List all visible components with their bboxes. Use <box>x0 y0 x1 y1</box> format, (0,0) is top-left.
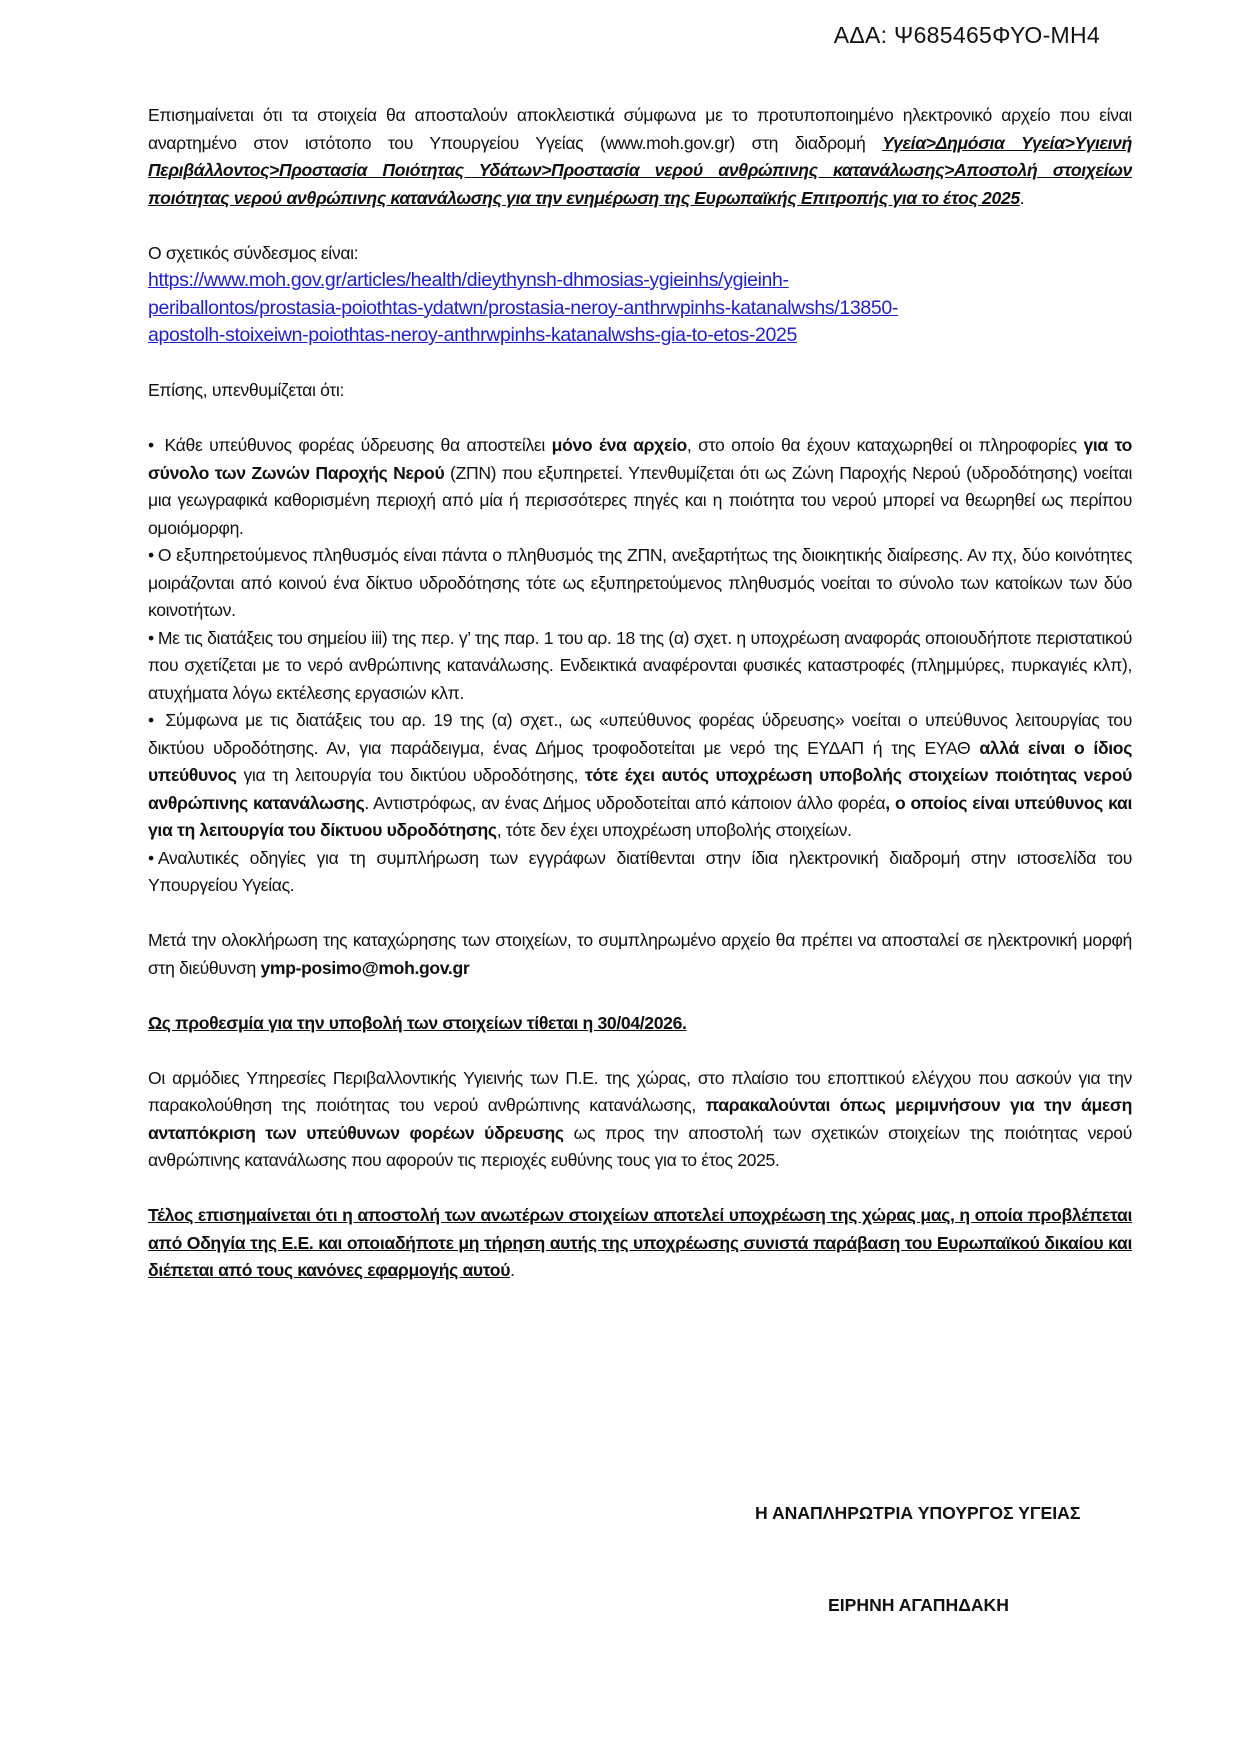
bullet-text: , στο οποίο θα έχουν καταχωρηθεί οι πληροφορίες <box>686 435 1084 455</box>
document-body <box>148 102 1132 1285</box>
bullet-bold: τότε έχει αυτός υποχρέωση υποβολής στοιχείων ποιότητας νερού ανθρώπινης κατανάλωσης <box>148 765 1132 813</box>
closing-paragraph <box>148 1202 1132 1285</box>
website-path: Υγεία>Δημόσια Υγεία>Υγιεινή Περιβάλλοντος>Προστασία Ποιότητας Υδάτων>Προστασία νερού ανθρώπινης κατανάλωσης>Αποστολή στοιχείων ποιότητας νερού ανθρώπινης κατανάλωσης για την ενημέρωση της Ευρωπαϊκής Επιτροπής για το έτος 2025 <box>148 132 1132 208</box>
signature-title: Η ΑΝΑΠΛΗΡΩΤΡΙΑ ΥΠΟΥΡΓΟΣ ΥΓΕΙΑΣ <box>755 1503 1081 1523</box>
bullet-bold: μόνο ένα αρχείο <box>551 435 687 455</box>
bullet-text: . Αντιστρόφως, αν ένας Δήμος υδροδοτείται από κάποιον άλλο φορέα <box>364 792 886 813</box>
bullet-item-5 <box>148 845 1132 900</box>
moh-link-line-2[interactable]: periballontos/prostasia-poiothtas-ydatwn/prostasia-neroy-anthrwpinhs-katanalwshs/13850- <box>148 296 898 319</box>
link-label: Ο σχετικός σύνδεσμος είναι: <box>148 242 359 263</box>
submission-paragraph <box>148 927 1132 982</box>
closing-end: . <box>510 1260 515 1280</box>
bullet-item-2 <box>148 542 1132 625</box>
bullet-bold: , ο οποίος είναι υπεύθυνος και για τη λειτουργία του δίκτυου υδροδότησης <box>148 792 1133 840</box>
paragraph-intro <box>148 102 1132 212</box>
bullet-item-1 <box>148 432 1132 542</box>
bullet-text: (ΖΠΝ) που εξυπηρετεί. Υπενθυμίζεται ότι ως Ζώνη Παροχής Νερού (υδροδότησης) νοείται μια γεωγραφικά καθορισμένη περιοχή από μία ή περισσότερες πηγές και η ποιότητα του νερού μπορεί να θεωρηθεί ως περίπου ομοιόμορφη. <box>148 462 1132 538</box>
services-paragraph <box>148 1065 1132 1175</box>
moh-link-line-1[interactable]: https://www.moh.gov.gr/articles/health/dieythynsh-dhmosias-ygieinhs/ygieinh- <box>148 269 789 291</box>
deadline: Ως προθεσμία για την υποβολή των στοιχείων τίθεται η 30/04/2026. <box>148 1012 687 1033</box>
ada-code: ΑΔΑ: Ψ685465ΦΥΟ-ΜΗ4 <box>833 22 1100 48</box>
bullet-text: Ο εξυπηρετούμενος πληθυσμός είναι πάντα ο πληθυσμός της ΖΠΝ, ανεξαρτήτως της διοικητικής διαίρεσης. Αν πχ, δύο κοινότητες μοιράζονται από κοινού ένα δίκτυο υδροδότησης τότε ως εξυπηρετούμενος πληθυσμός νοείται το σύνολο των κατοίκων των δύο κοινοτήτων. <box>148 545 1132 620</box>
bullet-text: Σύμφωνα με τις διατάξεις του αρ. 19 της (α) σχετ., ως «υπεύθυνος φορέας ύδρευσης» νοείται ο υπεύθυνος λειτουργίας του δικτύου υδροδότησης. Αν, για παράδειγμα, ένας Δήμος τροφοδοτείται με νερό της ΕΥΔΑΠ ή της ΕΥΑΘ <box>148 710 1132 758</box>
bullet-text: Αναλυτικές οδηγίες για τη συμπλήρωση των εγγράφων διατίθενται στην ίδια ηλεκτρονική διαδρομή στην ιστοσελίδα του Υπουργείου Υγείας. <box>148 847 1132 895</box>
services-bold: παρακαλούνται όπως μεριμνήσουν για την άμεση ανταπόκριση των υπεύθυνων φορέων ύδρευσης <box>148 1095 1133 1143</box>
submission-email[interactable]: ymp-posimo@moh.gov.gr <box>260 957 470 978</box>
intro-end: . <box>1019 187 1025 208</box>
signature-name: ΕΙΡΗΝΗ ΑΓΑΠΗΔΑΚΗ <box>828 1595 1009 1615</box>
bullet-bold: για το σύνολο των Ζωνών Παροχής Νερού <box>148 435 1132 483</box>
reminder-label: Επίσης, υπενθυμίζεται ότι: <box>148 380 344 400</box>
services-text: ως προς την αποστολή των σχετικών στοιχείων της ποιότητας νερού ανθρώπινης κατανάλωσης που αφορούν τις περιοχές ευθύνης τους για το έτος 2025. <box>148 1122 1132 1170</box>
services-text: Οι αρμόδιες Υπηρεσίες Περιβαλλοντικής Υγιεινής των Π.Ε. της χώρας, στο πλαίσιο του εποπτικού ελέγχου που ασκούν για την παρακολούθηση της ποιότητας του νερού ανθρώπινης κατανάλωσης, <box>148 1067 1132 1115</box>
moh-link-line-3[interactable]: apostolh-stoixeiwn-poiothtas-neroy-anthrwpinhs-katanalwshs-gia-to-etos-2025 <box>148 324 798 346</box>
bullet-item-3 <box>148 625 1132 708</box>
closing-text: Τέλος επισημαίνεται ότι η αποστολή των ανωτέρων στοιχείων αποτελεί υποχρέωση της χώρας μας, η οποία προβλέπεται από Οδηγία της Ε.Ε. και οποιαδήποτε μη τήρηση αυτής της υποχρέωσης συνιστά παράβαση του Ευρωπαϊκού δικαίου και διέπεται από τους κανόνες εφαρμογής αυτού <box>148 1205 1132 1280</box>
bullet-text: Κάθε υπεύθυνος φορέας ύδρευσης θα αποστείλει <box>164 435 552 455</box>
bullet-text: Με τις διατάξεις του σημείου iii) της περ. γ’ της παρ. 1 του αρ. 18 της (α) σχετ. η υποχρέωση αναφοράς οποιουδήποτε περιστατικού που σχετίζεται με το νερό ανθρώπινης κατανάλωσης. Ενδεικτικά αναφέρονται φυσικές καταστροφές (πλημμύρες, πυρκαγιές κλπ), ατυχήματα λόγω εκτέλεσης εργασιών κλπ. <box>148 627 1132 703</box>
intro-text: Επισημαίνεται ότι τα στοιχεία θα αποσταλούν αποκλειστικά σύμφωνα με το προτυποποιημένο ηλεκτρονικό αρχείο που είναι αναρτημένο στον ιστότοπο του Υπουργείου Υγείας (www.moh.gov.gr) στη διαδρομή <box>148 105 1132 153</box>
bullet-text: , τότε δεν έχει υποχρέωση υποβολής στοιχείων. <box>496 820 852 840</box>
bullet-bold: αλλά είναι ο ίδιος υπεύθυνος <box>148 737 1132 785</box>
bullet-text: για τη λειτουργία του δικτύου υδροδότησης, <box>236 765 585 785</box>
bullet-item-4 <box>148 707 1132 845</box>
submission-text: Μετά την ολοκλήρωση της καταχώρησης των στοιχείων, το συμπληρωμένο αρχείο θα πρέπει να αποσταλεί σε ηλεκτρονική μορφή στη διεύθυνση <box>148 930 1132 978</box>
